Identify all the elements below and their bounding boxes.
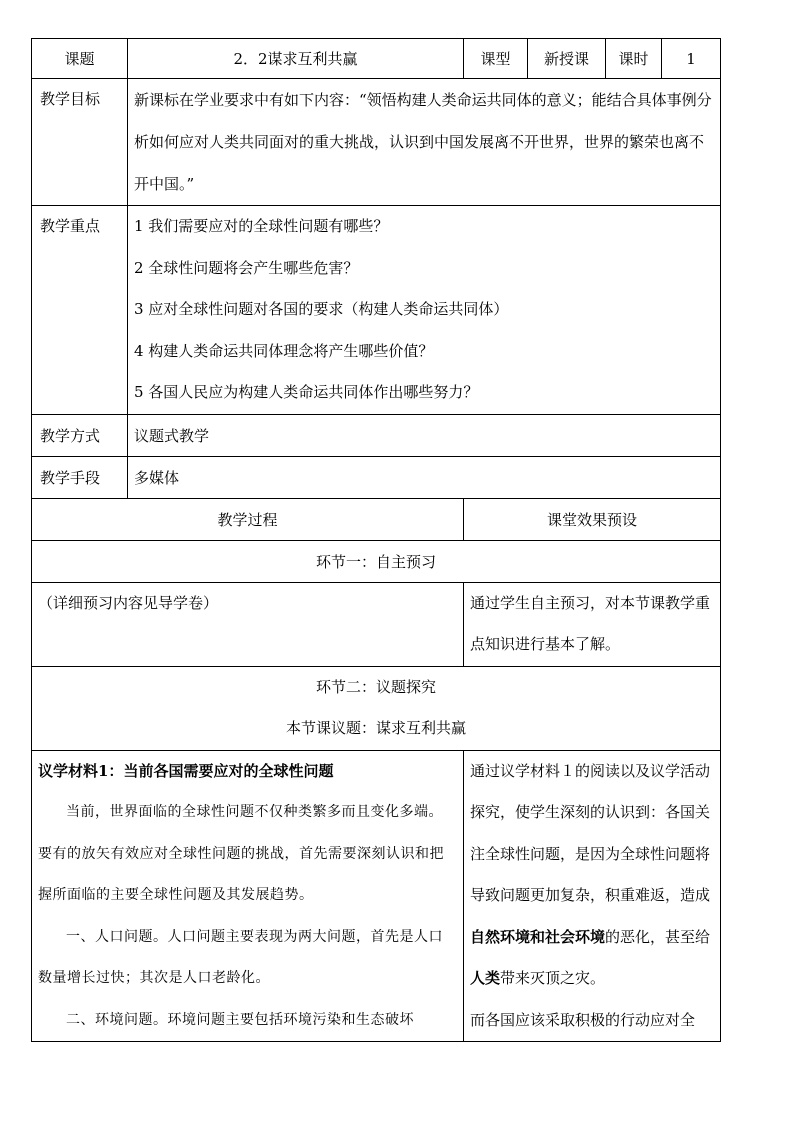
key-point-item: 4 构建人类命运共同体理念将产生哪些价值？	[134, 341, 434, 360]
effect-text: 带来灭顶之灾。	[500, 969, 606, 987]
header-row	[32, 39, 721, 79]
means-row	[32, 456, 721, 498]
key-point-item: 3 应对全球性问题对各国的要求（构建人类命运共同体）	[134, 300, 509, 318]
hours-value: 1	[662, 39, 721, 79]
material1-row	[32, 750, 721, 1042]
key-points-row	[32, 206, 721, 415]
section1-title-row	[32, 540, 721, 582]
material1-paragraph: 当前，世界面临的全球性问题不仅种类繁多而且变化多端。要有的放矢有效应对全球性问题的挑战，首先需要深刻认识和把握所面临的主要全球性问题及其发展趋势。	[38, 804, 444, 903]
section2-subtitle: 本节课议题：谋求互利共赢	[285, 719, 466, 737]
key-points-list	[128, 206, 721, 415]
type-label: 课型	[464, 39, 528, 79]
key-point-item: 2 全球性问题将会产生哪些危害？	[134, 258, 359, 277]
method-value: 议题式教学	[128, 414, 721, 456]
key-point-item: 1 我们需要应对的全球性问题有哪些？	[134, 217, 389, 235]
material1-paragraph: 二、环境问题。环境问题主要包括环境污染和生态破坏	[66, 1011, 414, 1028]
section1-left: （详细预习内容见导学卷）	[32, 582, 464, 666]
means-label: 教学手段	[32, 456, 128, 498]
process-header-left: 教学过程	[32, 498, 464, 540]
process-header-right: 课堂效果预设	[464, 498, 721, 540]
section1-title: 环节一：自主预习	[32, 540, 721, 582]
type-value: 新授课	[528, 39, 606, 79]
section1-right: 通过学生自主预习，对本节课教学重点知识进行基本了解。	[464, 582, 721, 666]
topic-value: 2．2谋求互利共赢	[128, 39, 464, 79]
lesson-plan-table	[31, 38, 721, 1042]
effect-text: 的恶化，甚至给	[605, 927, 711, 946]
section2-title: 环节二：议题探究	[315, 677, 436, 696]
effect-text: 通过议学材料１的阅读以及议学活动探究，使学生深刻的认识到：各国关注全球性问题，是因为全球性问题将导致问题更加复杂，积重难返，造成	[470, 761, 711, 904]
lesson-plan	[31, 38, 720, 1042]
means-value: 多媒体	[128, 456, 721, 498]
method-label: 教学方式	[32, 414, 128, 456]
objective-label: 教学目标	[32, 79, 128, 206]
method-row	[32, 414, 721, 456]
effect-emphasis: 人类	[470, 969, 501, 987]
key-points-label: 教学重点	[32, 206, 128, 415]
topic-label: 课题	[32, 39, 128, 79]
material1-title: 议学材料1：当前各国需要应对的全球性问题	[38, 761, 334, 780]
effect-emphasis: 自然环境和社会环境	[470, 927, 606, 946]
process-header-row	[32, 498, 721, 540]
section2-title-cell	[32, 666, 721, 750]
objective-row	[32, 79, 721, 206]
hours-label: 课时	[606, 39, 662, 79]
section1-row	[32, 582, 721, 666]
material1-effect-continued: 而各国应该采取积极的行动应对全	[470, 1010, 696, 1029]
material1-left	[32, 750, 464, 1042]
material1-effect-text	[470, 751, 714, 1000]
objective-text: 新课标在学业要求中有如下内容：“领悟构建人类命运共同体的意义；能结合具体事例分析如何应对人类共同面对的重大挑战，认识到中国发展离不开世界，世界的繁荣也离不开中国。”	[128, 79, 721, 206]
material1-effect	[464, 750, 721, 1042]
section2-title-row	[32, 666, 721, 750]
key-point-item: 5 各国人民应为构建人类命运共同体作出哪些努力？	[134, 383, 479, 401]
material1-paragraph: 一、人口问题。人口问题主要表现为两大问题，首先是人口数量增长过快；其次是人口老龄化。	[38, 928, 443, 986]
